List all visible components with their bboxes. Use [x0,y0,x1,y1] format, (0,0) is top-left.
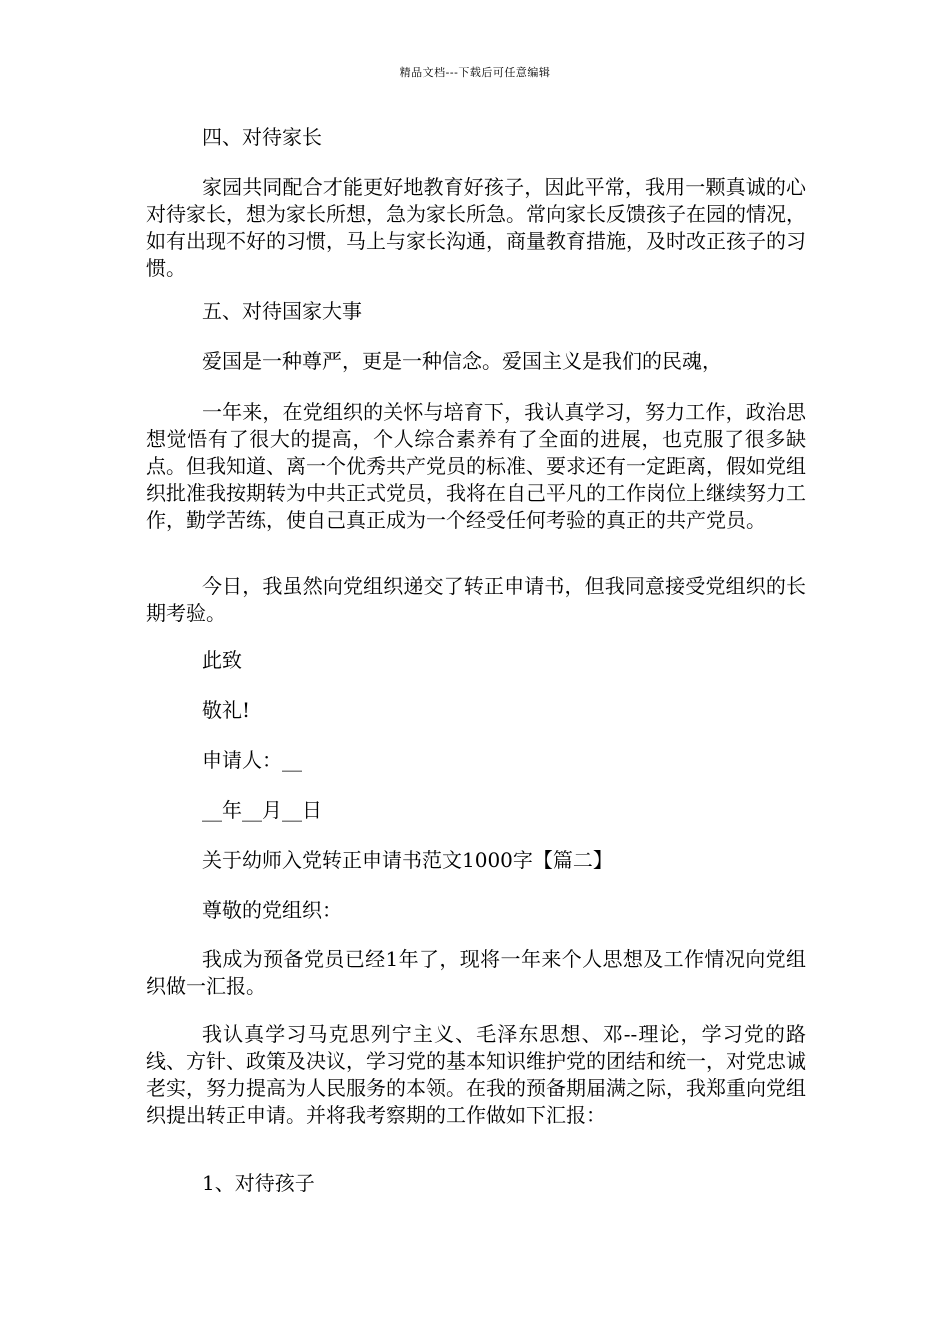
section-heading-national-affairs: 五、对待国家大事 [202,299,362,323]
section-title-part-two: 关于幼师入党转正申请书范文1000字【篇二】 [202,848,613,872]
letter-salutation: 尊敬的党组织： [202,898,342,922]
closing-salutation: 此致 [202,648,242,672]
applicant-signature: 申请人：__ [202,748,302,772]
section-heading-parents: 四、对待家长 [202,125,322,149]
page-header: 精品文档---下载后可任意编辑 [399,66,551,79]
paragraph-patriotism: 爱国是一种尊严，更是一种信念。爱国主义是我们的民魂， [202,349,722,373]
paragraph-year-summary: 一年来，在党组织的关怀与培育下，我认真学习，努力工作，政治思想觉悟有了很大的提高，个人综合素养有了全面的进展，也克服了很多缺点。但我知道、离一个优秀共产党员的标准、要求还有一定距离，假如党组织批准我按期转为中共正式党员，我将在自己平凡的工作岗位上继续努力工作，勤学苦练，使自己真正成为一个经受任何考验的真正的共产党员。 [146,400,806,532]
paragraph-today: 今日，我虽然向党组织递交了转正申请书，但我同意接受党组织的长期考验。 [146,574,806,625]
closing-regards: 敬礼! [202,698,251,722]
paragraph-parents: 家园共同配合才能更好地教育好孩子，因此平常，我用一颗真诚的心对待家长，想为家长所想，急为家长所急。常向家长反馈孩子在园的情况，如有出现不好的习惯，马上与家长沟通，商量教育措施，及时改正孩子的习惯。 [146,175,806,280]
paragraph-intro: 我成为预备党员已经1年了，现将一年来个人思想及工作情况向党组织做一汇报。 [146,947,806,998]
list-item-children: 1、对待孩子 [202,1171,315,1195]
paragraph-study: 我认真学习马克思列宁主义、毛泽东思想、邓--理论，学习党的路线、方针、政策及决议，学习党的基本知识维护党的团结和统一，对党忠诚老实，努力提高为人民服务的本领。在我的预备期届满之际，我郑重向党组织提出转正申请。并将我考察期的工作做如下汇报： [146,1022,806,1127]
date-line: __年__月__日 [202,798,322,822]
